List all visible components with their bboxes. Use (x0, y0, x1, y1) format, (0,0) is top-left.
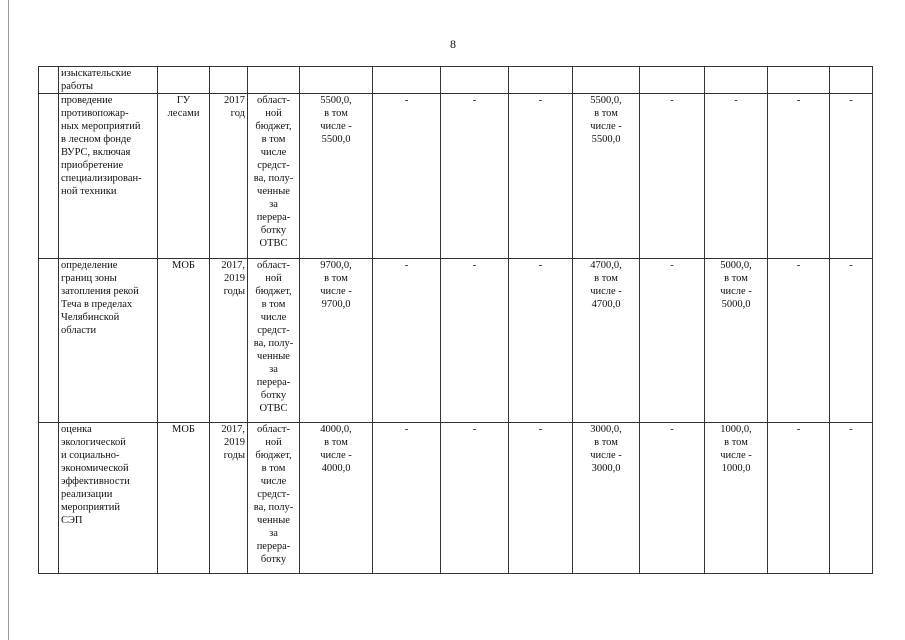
executor-cell-line: ГУ (176, 95, 191, 106)
funding-source-cell-line: бюджет, (255, 286, 292, 297)
funding-source-cell-line: ной (265, 273, 282, 284)
funding-source-cell-line: ченные (257, 351, 290, 362)
amount-cell-line: - (849, 260, 853, 271)
activity-name-cell-line: изыскательские (61, 68, 132, 79)
amount-cell-line: - (472, 95, 477, 106)
executor-cell (158, 67, 210, 94)
amount-cell-line: в том (594, 273, 618, 284)
amount-cell (768, 67, 830, 94)
activity-name-cell-line: определение (61, 260, 118, 271)
activity-name-cell-line: ной техники (61, 186, 117, 197)
amount-cell-line: - (538, 424, 543, 435)
funding-source-cell-line: ной (265, 437, 282, 448)
total-amount-cell-line: 5500,0, (320, 95, 352, 106)
executor-cell (158, 259, 210, 423)
amount-cell (830, 94, 873, 259)
funding-source-cell-line: област- (257, 95, 290, 106)
amount-cell-line: - (472, 260, 477, 271)
funding-source-cell-line: в том (261, 299, 286, 310)
table-row (39, 67, 873, 94)
funding-source-cell-line: числе (260, 312, 287, 323)
total-amount-cell-line: в том (324, 108, 348, 119)
total-amount-cell (300, 423, 373, 574)
activity-name-cell-line: оценка (61, 424, 92, 435)
row-number-cell (39, 423, 59, 574)
total-amount-cell-line: 9700,0 (321, 299, 351, 310)
total-amount-cell-line: числе - (320, 450, 352, 461)
amount-cell-line: - (404, 95, 409, 106)
amount-cell-line: - (734, 95, 738, 106)
amount-cell-line: числе - (720, 450, 752, 461)
funding-source-cell-line: ботку (260, 390, 287, 401)
amount-cell-line: 5500,0 (591, 134, 621, 145)
activity-name-cell-line: и социально- (61, 450, 120, 461)
activity-name-cell-line: проведение (61, 95, 113, 106)
amount-cell (573, 94, 640, 259)
activity-name-cell-line: затопления рекой (61, 286, 139, 297)
amount-cell-line: числе - (590, 121, 622, 132)
funding-source-cell-line: област- (257, 424, 290, 435)
activity-name-cell-line: экономической (61, 463, 129, 474)
amount-cell-line: - (538, 260, 543, 271)
total-amount-cell-line: числе - (320, 286, 352, 297)
funding-source-cell-line: ботку (260, 225, 287, 236)
amount-cell (441, 259, 509, 423)
amount-cell-line: - (849, 95, 853, 106)
amount-cell (640, 423, 705, 574)
funding-source-cell-line: за (269, 364, 278, 375)
funding-source-cell-line: средст- (257, 160, 290, 171)
amount-cell (705, 423, 768, 574)
funding-source-cell (248, 67, 300, 94)
funding-source-cell-line: числе (260, 476, 287, 487)
amount-cell-line: в том (724, 437, 748, 448)
funding-source-cell-line: ва, полу- (253, 338, 294, 349)
amount-cell (640, 259, 705, 423)
funding-source-cell-line: средст- (257, 489, 290, 500)
amount-cell (705, 94, 768, 259)
funding-source-cell-line: ОТВС (259, 238, 288, 249)
activity-name-cell (59, 259, 158, 423)
executor-cell-line: лесами (167, 108, 200, 119)
activity-name-cell-line: реализации (61, 489, 113, 500)
activity-name-cell-line: приобретение (61, 160, 124, 171)
amount-cell-line: - (538, 95, 543, 106)
executor-cell-line: МОБ (172, 260, 195, 271)
year-cell (210, 423, 248, 574)
amount-cell-line: в том (594, 108, 618, 119)
total-amount-cell-line: числе - (320, 121, 352, 132)
executor-cell-line: МОБ (172, 424, 195, 435)
year-cell-line: 2019 (224, 437, 245, 448)
amount-cell (640, 67, 705, 94)
activity-name-cell-line: противопожар- (61, 108, 129, 119)
amount-cell-line: в том (594, 437, 618, 448)
activity-name-cell-line: Теча в пределах (61, 299, 133, 310)
funding-source-cell-line: ва, полу- (253, 173, 294, 184)
activity-name-cell-line: работы (61, 81, 94, 92)
amount-cell-line: - (796, 424, 801, 435)
executor-cell (158, 423, 210, 574)
amount-cell (373, 94, 441, 259)
amount-cell-line: 5500,0, (590, 95, 622, 106)
activity-name-cell-line: СЭП (61, 515, 83, 526)
activity-name-cell-line: Челябинской (61, 312, 120, 323)
funding-source-cell-line: перера- (256, 377, 291, 388)
total-amount-cell-line: в том (324, 273, 348, 284)
total-amount-cell (300, 259, 373, 423)
amount-cell-line: 5000,0 (721, 299, 751, 310)
total-amount-cell-line: в том (324, 437, 348, 448)
total-amount-cell-line: 4000,0, (320, 424, 352, 435)
table-row (39, 423, 873, 574)
amount-cell (373, 259, 441, 423)
year-cell (210, 259, 248, 423)
amount-cell (509, 94, 573, 259)
amount-cell-line: - (670, 260, 674, 271)
year-cell-line: 2017, (221, 260, 245, 271)
funding-source-cell-line: в том (261, 134, 286, 145)
amount-cell-line: - (849, 424, 853, 435)
amount-cell (441, 67, 509, 94)
amount-cell (768, 259, 830, 423)
funding-source-cell-line: ОТВС (259, 403, 288, 414)
amount-cell (830, 67, 873, 94)
funding-source-cell-line: числе (260, 147, 287, 158)
amount-cell-line: числе - (720, 286, 752, 297)
funding-source-cell-line: ченные (257, 515, 290, 526)
amount-cell-line: - (472, 424, 477, 435)
amount-cell (441, 423, 509, 574)
amount-cell-line: - (404, 260, 409, 271)
page-left-border (8, 0, 9, 640)
year-cell-line: 2019 (224, 273, 245, 284)
amount-cell-line: 3000,0, (590, 424, 622, 435)
amount-cell (830, 423, 873, 574)
amount-cell (573, 423, 640, 574)
amount-cell-line: - (796, 260, 801, 271)
amount-cell-line: - (796, 95, 801, 106)
activity-name-cell (59, 423, 158, 574)
amount-cell-line: - (670, 95, 674, 106)
amount-cell (509, 423, 573, 574)
amount-cell (573, 67, 640, 94)
activity-name-cell-line: специализирован- (61, 173, 142, 184)
funding-source-cell-line: в том (261, 463, 286, 474)
activity-name-cell-line: в лесном фонде (61, 134, 132, 145)
funding-source-cell-line: област- (257, 260, 290, 271)
amount-cell-line: 5000,0, (720, 260, 752, 271)
amount-cell-line: в том (724, 273, 748, 284)
amount-cell (573, 259, 640, 423)
amount-cell (830, 259, 873, 423)
total-amount-cell-line: 9700,0, (320, 260, 352, 271)
table-row (39, 94, 873, 259)
amount-cell-line: числе - (590, 286, 622, 297)
amount-cell-line: 1000,0 (721, 463, 751, 474)
activity-name-cell (59, 67, 158, 94)
activity-name-cell-line: области (61, 325, 97, 336)
program-table (38, 66, 873, 574)
amount-cell-line: 1000,0, (720, 424, 752, 435)
year-cell (210, 94, 248, 259)
row-number-cell (39, 259, 59, 423)
amount-cell (640, 94, 705, 259)
year-cell (210, 67, 248, 94)
amount-cell-line: 4700,0 (591, 299, 621, 310)
page-number: 8 (450, 37, 456, 51)
amount-cell-line: 3000,0 (591, 463, 621, 474)
activity-name-cell-line: ных мероприятий (61, 121, 141, 132)
amount-cell (705, 259, 768, 423)
funding-source-cell-line: перера- (256, 541, 291, 552)
amount-cell (768, 94, 830, 259)
funding-source-cell-line: ботку (260, 554, 287, 565)
funding-source-cell-line: бюджет, (255, 450, 292, 461)
total-amount-cell (300, 94, 373, 259)
amount-cell (768, 423, 830, 574)
total-amount-cell-line: 5500,0 (321, 134, 351, 145)
year-cell-line: годы (223, 286, 245, 297)
amount-cell (509, 67, 573, 94)
total-amount-cell (300, 67, 373, 94)
year-cell-line: год (230, 108, 245, 119)
funding-source-cell-line: ва, полу- (253, 502, 294, 513)
activity-name-cell-line: мероприятий (61, 502, 120, 513)
total-amount-cell-line: 4000,0 (321, 463, 351, 474)
activity-name-cell (59, 94, 158, 259)
funding-source-cell (248, 259, 300, 423)
funding-source-cell-line: за (269, 199, 278, 210)
amount-cell-line: - (670, 424, 674, 435)
activity-name-cell-line: эффективности (61, 476, 130, 487)
amount-cell-line: - (404, 424, 409, 435)
year-cell-line: годы (223, 450, 245, 461)
funding-source-cell (248, 94, 300, 259)
funding-source-cell-line: средст- (257, 325, 290, 336)
funding-source-cell-line: ной (265, 108, 282, 119)
amount-cell (509, 259, 573, 423)
activity-name-cell-line: экологической (61, 437, 126, 448)
amount-cell (373, 423, 441, 574)
amount-cell (705, 67, 768, 94)
year-cell-line: 2017 (224, 95, 245, 106)
amount-cell-line: 4700,0, (590, 260, 622, 271)
year-cell-line: 2017, (221, 424, 245, 435)
funding-source-cell-line: ченные (257, 186, 290, 197)
funding-source-cell (248, 423, 300, 574)
amount-cell (441, 94, 509, 259)
row-number-cell (39, 67, 59, 94)
funding-source-cell-line: бюджет, (255, 121, 292, 132)
funding-source-cell-line: перера- (256, 212, 291, 223)
amount-cell-line: числе - (590, 450, 622, 461)
executor-cell (158, 94, 210, 259)
activity-name-cell-line: границ зоны (61, 273, 117, 284)
funding-source-cell-line: за (269, 528, 278, 539)
amount-cell (373, 67, 441, 94)
activity-name-cell-line: ВУРС, включая (61, 147, 131, 158)
row-number-cell (39, 94, 59, 259)
table-row (39, 259, 873, 423)
